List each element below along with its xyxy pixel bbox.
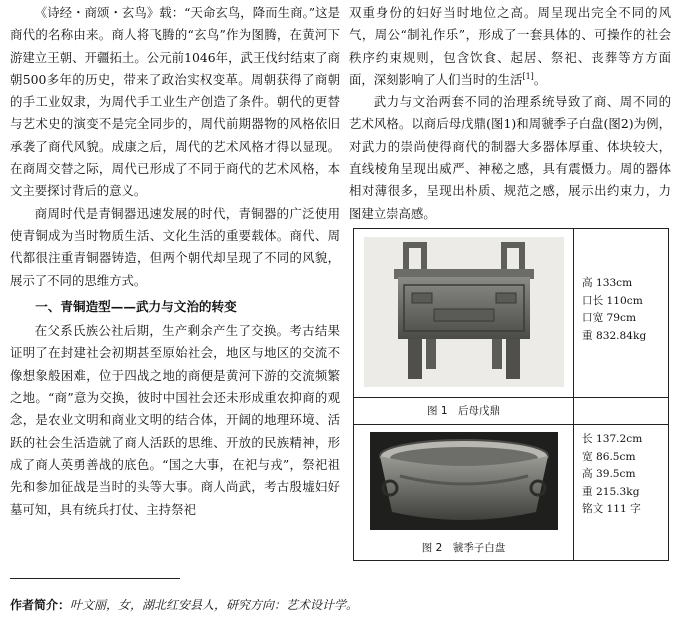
continued-paragraph-end: 。 <box>533 71 547 87</box>
section-body-paragraph: 在父系氏族公社后期，生产剩余产生了交换。考古结果证明了在封建社会初期甚至原始社会，地区与地区的交流不像想象般困难，位于四战之地的商便是黄河下游的交流频繁之地。“商”意为交换，彼时中国社会还未形成重农抑商的观念，是农业文明和商业文明的结合体，开阔的地理环境、活跃的社会生活造就了商人活跃的思维、开放的民族精神，形成了商人英勇善战的底色。“国之大事，在祀与戎”，祭祀祖先和参加征战是当时的头等大事。商人尚武，考古殷墟妇好墓可知，具有统兵打仗、主持祭祀 <box>10 323 340 517</box>
spec-length: 长 137.2cm <box>582 433 643 445</box>
figure-table <box>353 228 669 561</box>
footnote-label: 作者简介： <box>10 598 71 612</box>
section-heading: 一、青铜造型——武力与文治的转变 <box>35 298 237 314</box>
bronze-basin-pan-icon <box>370 432 558 530</box>
spec-inscription: 铭文 111 字 <box>582 503 641 516</box>
spec-mouth-length: 口长 110cm <box>582 294 643 307</box>
figure-1-specs <box>582 275 646 345</box>
figure-1-photo <box>364 237 564 387</box>
spec-height: 高 39.5cm <box>582 468 636 481</box>
comparison-paragraph: 武力与文治两套不同的治理系统导致了商、周不同的艺术风格。以商后母戊鼎(图1)和周虢季子白盘(图2)为例，对武力的崇尚使得商代的制器大多器体厚重、体块较大，直线棱角呈现出威严、神秘之感，具有震慑力。周的器体相对薄很多，呈现出朴质、规范之感，展示出约束力，力图建立崇高感。 <box>349 94 671 221</box>
spec-weight: 重 215.3kg <box>582 485 640 498</box>
figure-2-specs <box>582 431 642 519</box>
spec-weight: 重 832.84kg <box>582 329 647 342</box>
figure-2-caption: 图 2 虢季子白盘 <box>421 542 506 554</box>
continued-paragraph <box>349 2 671 91</box>
table-divider-row <box>354 424 668 425</box>
figure-2-photo <box>370 432 558 530</box>
right-column <box>349 2 671 225</box>
author-footnote <box>10 596 358 613</box>
table-divider-vertical <box>573 229 574 560</box>
footnote-rule <box>10 578 180 579</box>
table-divider-row <box>354 397 668 398</box>
citation-marker: [1] <box>522 71 534 81</box>
continued-paragraph-text: 双重身份的妇好当时地位之高。周呈现出完全不同的风气，周公“制礼作乐”，形成了一套具体的、可操作的社会秩序约束规则，包含饮食、起居、祭祀、丧葬等方方面面，深刻影响了人们当时的生活 <box>349 5 671 87</box>
left-column <box>10 2 340 521</box>
intro-paragraph: 《诗经・商颂・玄鸟》载：“天命玄鸟，降而生商。”这是商代的名称由来。商人将飞腾的“玄鸟”作为图腾，在黄河下游建立王朝、开疆拓土。公元前1046年，武王伐纣结束了商朝500多年的历史，带来了政治实权变革。周朝获得了商朝的手工业奴隶，为周代手工业生产创造了条件。朝代的更替与艺术史的演变不是完全同步的，周代前期器物的风格依旧承袭了商代风貌。成康之后，周代的艺术风格才得以显现。在商周交替之际，周代已形成了不同于商代的艺术风格，本文主要探讨背后的意义。 <box>10 5 340 199</box>
bronze-era-paragraph: 商周时代是青铜器迅速发展的时代，青铜器的广泛使用使青铜成为当时物质生活、文化生活的重要载体。商代、周代都很注重青铜器铸造，但两个朝代却呈现了不同的风貌，展示了不同的思维方式。 <box>10 205 340 288</box>
bronze-ding-cauldron-icon <box>364 237 564 387</box>
figure-1-caption: 图 1 后母戊鼎 <box>426 405 501 417</box>
spec-width: 宽 86.5cm <box>582 450 636 463</box>
spec-height: 高 133cm <box>582 277 633 289</box>
spec-mouth-width: 口宽 79cm <box>582 312 637 325</box>
footnote-text: 叶文丽，女，湖北红安县人，研究方向：艺术设计学。 <box>70 598 359 612</box>
